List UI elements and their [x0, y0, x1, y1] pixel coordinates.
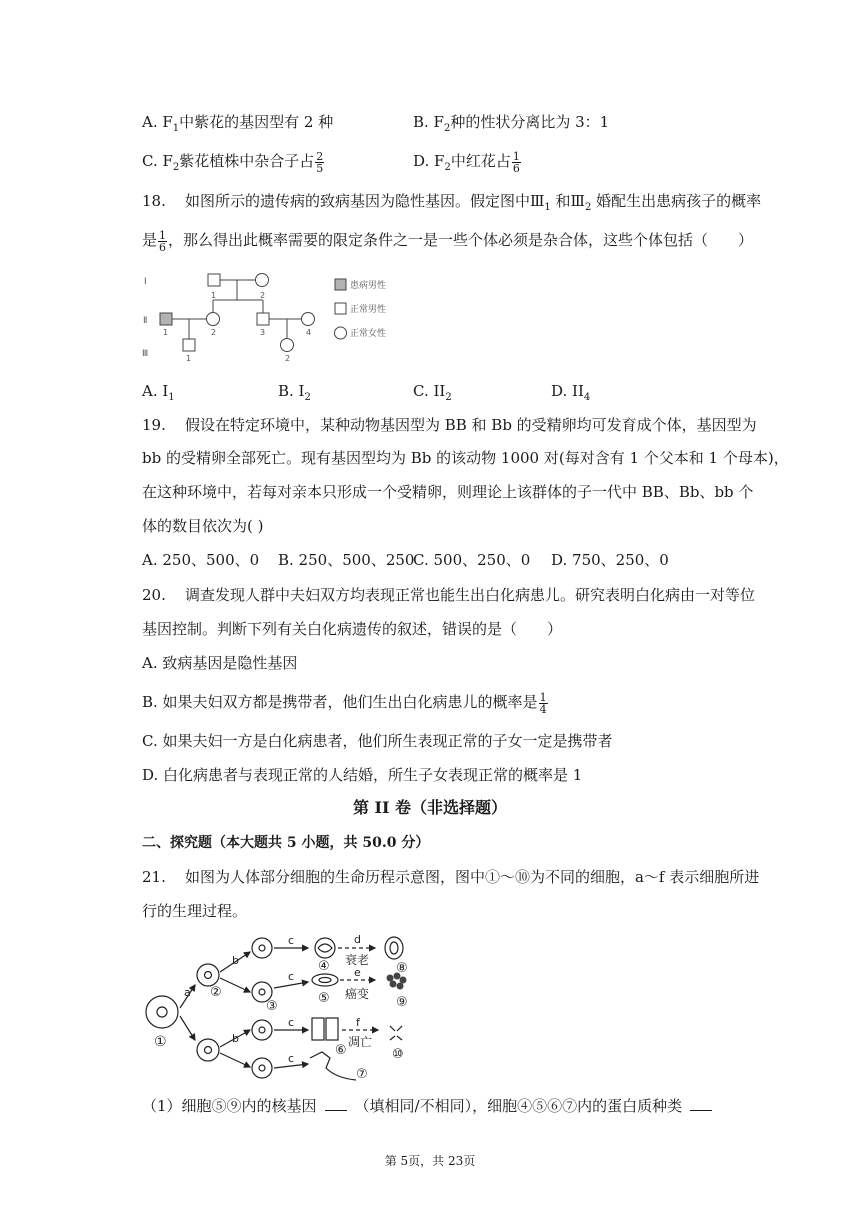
cell-6 [312, 1018, 324, 1040]
svg-text:⑤: ⑤ [318, 991, 330, 1006]
page-footer: 第 5页，共 23页 [384, 1154, 476, 1168]
legend-normal-female-icon [335, 327, 347, 339]
svg-text:b: b [232, 1032, 239, 1045]
q17-option-d[interactable]: D. $F_2$中红花占 $\frac{1}{6}$ [413, 149, 520, 175]
svg-text:①: ① [154, 1034, 167, 1050]
svg-text:④: ④ [318, 959, 330, 974]
pedigree-III2-normal-female [281, 339, 294, 352]
svg-text:f: f [356, 1016, 360, 1029]
q17-option-c[interactable]: C. $F_2$紫花植株中杂合子占 $\frac{2}{5}$ [142, 149, 324, 175]
pedigree-II4-normal-female [302, 313, 315, 326]
q19-option-c[interactable]: C. 500、250、0 [413, 551, 531, 569]
svg-text:⑨: ⑨ [396, 995, 408, 1010]
cell-7 [310, 1052, 356, 1080]
pedigree-II2-normal-female [207, 313, 220, 326]
q19-option-d[interactable]: D. 750、250、0 [551, 551, 669, 569]
q19-stem-line1: 19. 假设在特定环境中，某种动物基因型为 BB 和 Bb 的受精卵均可发育成个体，基因型为 [142, 416, 757, 434]
cell-lower [197, 1039, 219, 1061]
q19-option-a[interactable]: A. 250、500、0 [142, 551, 260, 569]
q20-option-a[interactable]: A. 致病基因是隐性基因 [142, 654, 298, 672]
pedigree-II1-affected-male [160, 313, 172, 325]
svg-text:2: 2 [260, 291, 266, 300]
svg-text:癌变: 癌变 [345, 987, 370, 1001]
svg-text:c: c [288, 970, 295, 983]
svg-text:②: ② [210, 985, 222, 1000]
cell-10 [390, 1026, 402, 1040]
fraction: $\frac{1}{6}$ [159, 228, 167, 254]
pedigree-II3-normal-male [257, 313, 269, 325]
legend-normal-female: 正常女性 [350, 329, 387, 339]
svg-text:凋亡: 凋亡 [348, 1035, 373, 1049]
q20-stem-line2: 基因控制。判断下列有关白化病遗传的叙述，错误的是（ ） [142, 620, 563, 638]
q18-option-c[interactable]: C. $II_2$ [413, 382, 452, 403]
q20-stem-line1: 20. 调查发现人群中夫妇双方均表现正常也能生出白化病患儿。研究表明白化病由一对等位 [142, 586, 755, 604]
q19-stem-line3: 在这种环境中，若每对亲本只形成一个受精卵，则理论上该群体的子一代中 BB、Bb、bb 个 [142, 483, 754, 501]
svg-text:e: e [354, 966, 361, 979]
q18-option-a[interactable]: A. $I_1$ [142, 382, 175, 403]
section-title: 二、探究题（本大题共 5 小题，共 50.0 分） [142, 835, 430, 851]
legend-affected-male: 患病男性 [350, 281, 387, 291]
svg-text:⑩: ⑩ [392, 1047, 404, 1062]
svg-text:c: c [288, 1052, 295, 1065]
svg-text:1: 1 [211, 291, 217, 300]
q21-stem-line2: 行的生理过程。 [142, 902, 248, 920]
answer-blank-2[interactable] [690, 1096, 712, 1111]
q19-stem-line2: bb 的受精卵全部死亡。现有基因型均为 Bb 的该动物 1000 对(每对含有 1 个父本和 1 个母本)， [142, 449, 789, 467]
svg-text:c: c [288, 1016, 295, 1029]
part-title: 第 II 卷（非选择题） [352, 798, 508, 817]
svg-text:1: 1 [163, 328, 169, 337]
svg-text:③: ③ [266, 999, 278, 1014]
cell-1 [146, 996, 178, 1028]
svg-text:a: a [184, 986, 191, 999]
cell-lifecycle-diagram [140, 930, 430, 1085]
cell-5 [312, 974, 338, 986]
svg-text:⑥: ⑥ [335, 1043, 347, 1058]
cell-2 [197, 964, 219, 986]
legend-normal-male-icon [335, 303, 346, 314]
q18-option-b[interactable]: B. $I_2$ [278, 382, 311, 403]
q20-option-c[interactable]: C. 如果夫妇一方是白化病患者，他们所生表现正常的子女一定是携带者 [142, 732, 613, 750]
q18-stem-line1: 18. 如图所示的遗传病的致病基因为隐性基因。假定图中$Ⅲ_1$ 和$Ⅲ_2$ 婚配生出患病孩子的概率 [142, 192, 762, 213]
gen-label-II: Ⅱ [143, 316, 148, 326]
question-number: 19. [142, 416, 166, 434]
gen-label-III: Ⅲ [142, 349, 149, 359]
question-number: 21. [142, 868, 166, 886]
question-number: 18. [142, 192, 166, 210]
svg-text:b: b [232, 954, 239, 967]
pedigree-I2-normal-female [256, 274, 269, 287]
q19-stem-line4: 体的数目依次为( ) [142, 517, 264, 535]
question-number: 20. [142, 586, 166, 604]
q18-stem-line2: 是 $\frac{1}{6}$ ，那么得出此概率需要的限定条件之一是一些个体必须是杂合体，这些个体包括（ ） [142, 228, 754, 254]
q20-option-b[interactable]: B. 如果夫妇双方都是携带者，他们生出白化病患儿的概率是 $\frac{1}{4}$ [142, 690, 547, 716]
svg-text:3: 3 [260, 328, 266, 337]
gen-label-I: Ⅰ [144, 277, 147, 287]
q21-stem-line1: 21. 如图为人体部分细胞的生命历程示意图，图中①～⑩为不同的细胞，a～f 表示细胞所进 [142, 868, 760, 886]
q20-option-d[interactable]: D. 白化病患者与表现正常的人结婚，所生子女表现正常的概率是 1 [142, 766, 583, 784]
q19-option-b[interactable]: B. 250、500、250 [278, 551, 415, 569]
svg-text:c: c [288, 934, 295, 947]
answer-blank-1[interactable] [325, 1096, 347, 1111]
q21-subquestion-1: （1）细胞⑤⑨内的核基因 （填相同/不相同），细胞④⑤⑥⑦内的蛋白质种类 [142, 1095, 720, 1117]
fraction: $\frac{1}{4}$ [539, 690, 547, 716]
pedigree-chart [140, 268, 400, 368]
svg-text:1: 1 [186, 354, 192, 363]
legend-normal-male: 正常男性 [350, 305, 387, 315]
q18-option-d[interactable]: D. $II_4$ [551, 382, 591, 403]
svg-text:衰老: 衰老 [345, 953, 370, 967]
svg-text:⑦: ⑦ [356, 1067, 368, 1082]
legend-affected-male-icon [335, 279, 346, 290]
svg-text:2: 2 [285, 354, 291, 363]
q17-option-a[interactable]: A. $F_1$中紫花的基因型有 2 种 [142, 113, 334, 134]
q17-option-b[interactable]: B. $F_2$种的性状分离比为 3：1 [413, 113, 610, 134]
svg-text:4: 4 [306, 328, 312, 337]
pedigree-III1-normal-male [183, 339, 195, 351]
pedigree-I1-normal-male [208, 274, 220, 286]
fraction: $\frac{1}{6}$ [512, 149, 520, 175]
svg-text:2: 2 [211, 328, 217, 337]
svg-text:⑧: ⑧ [396, 961, 408, 976]
cell-8 [385, 937, 403, 959]
fraction: $\frac{2}{5}$ [316, 149, 324, 175]
svg-text:d: d [354, 933, 361, 946]
